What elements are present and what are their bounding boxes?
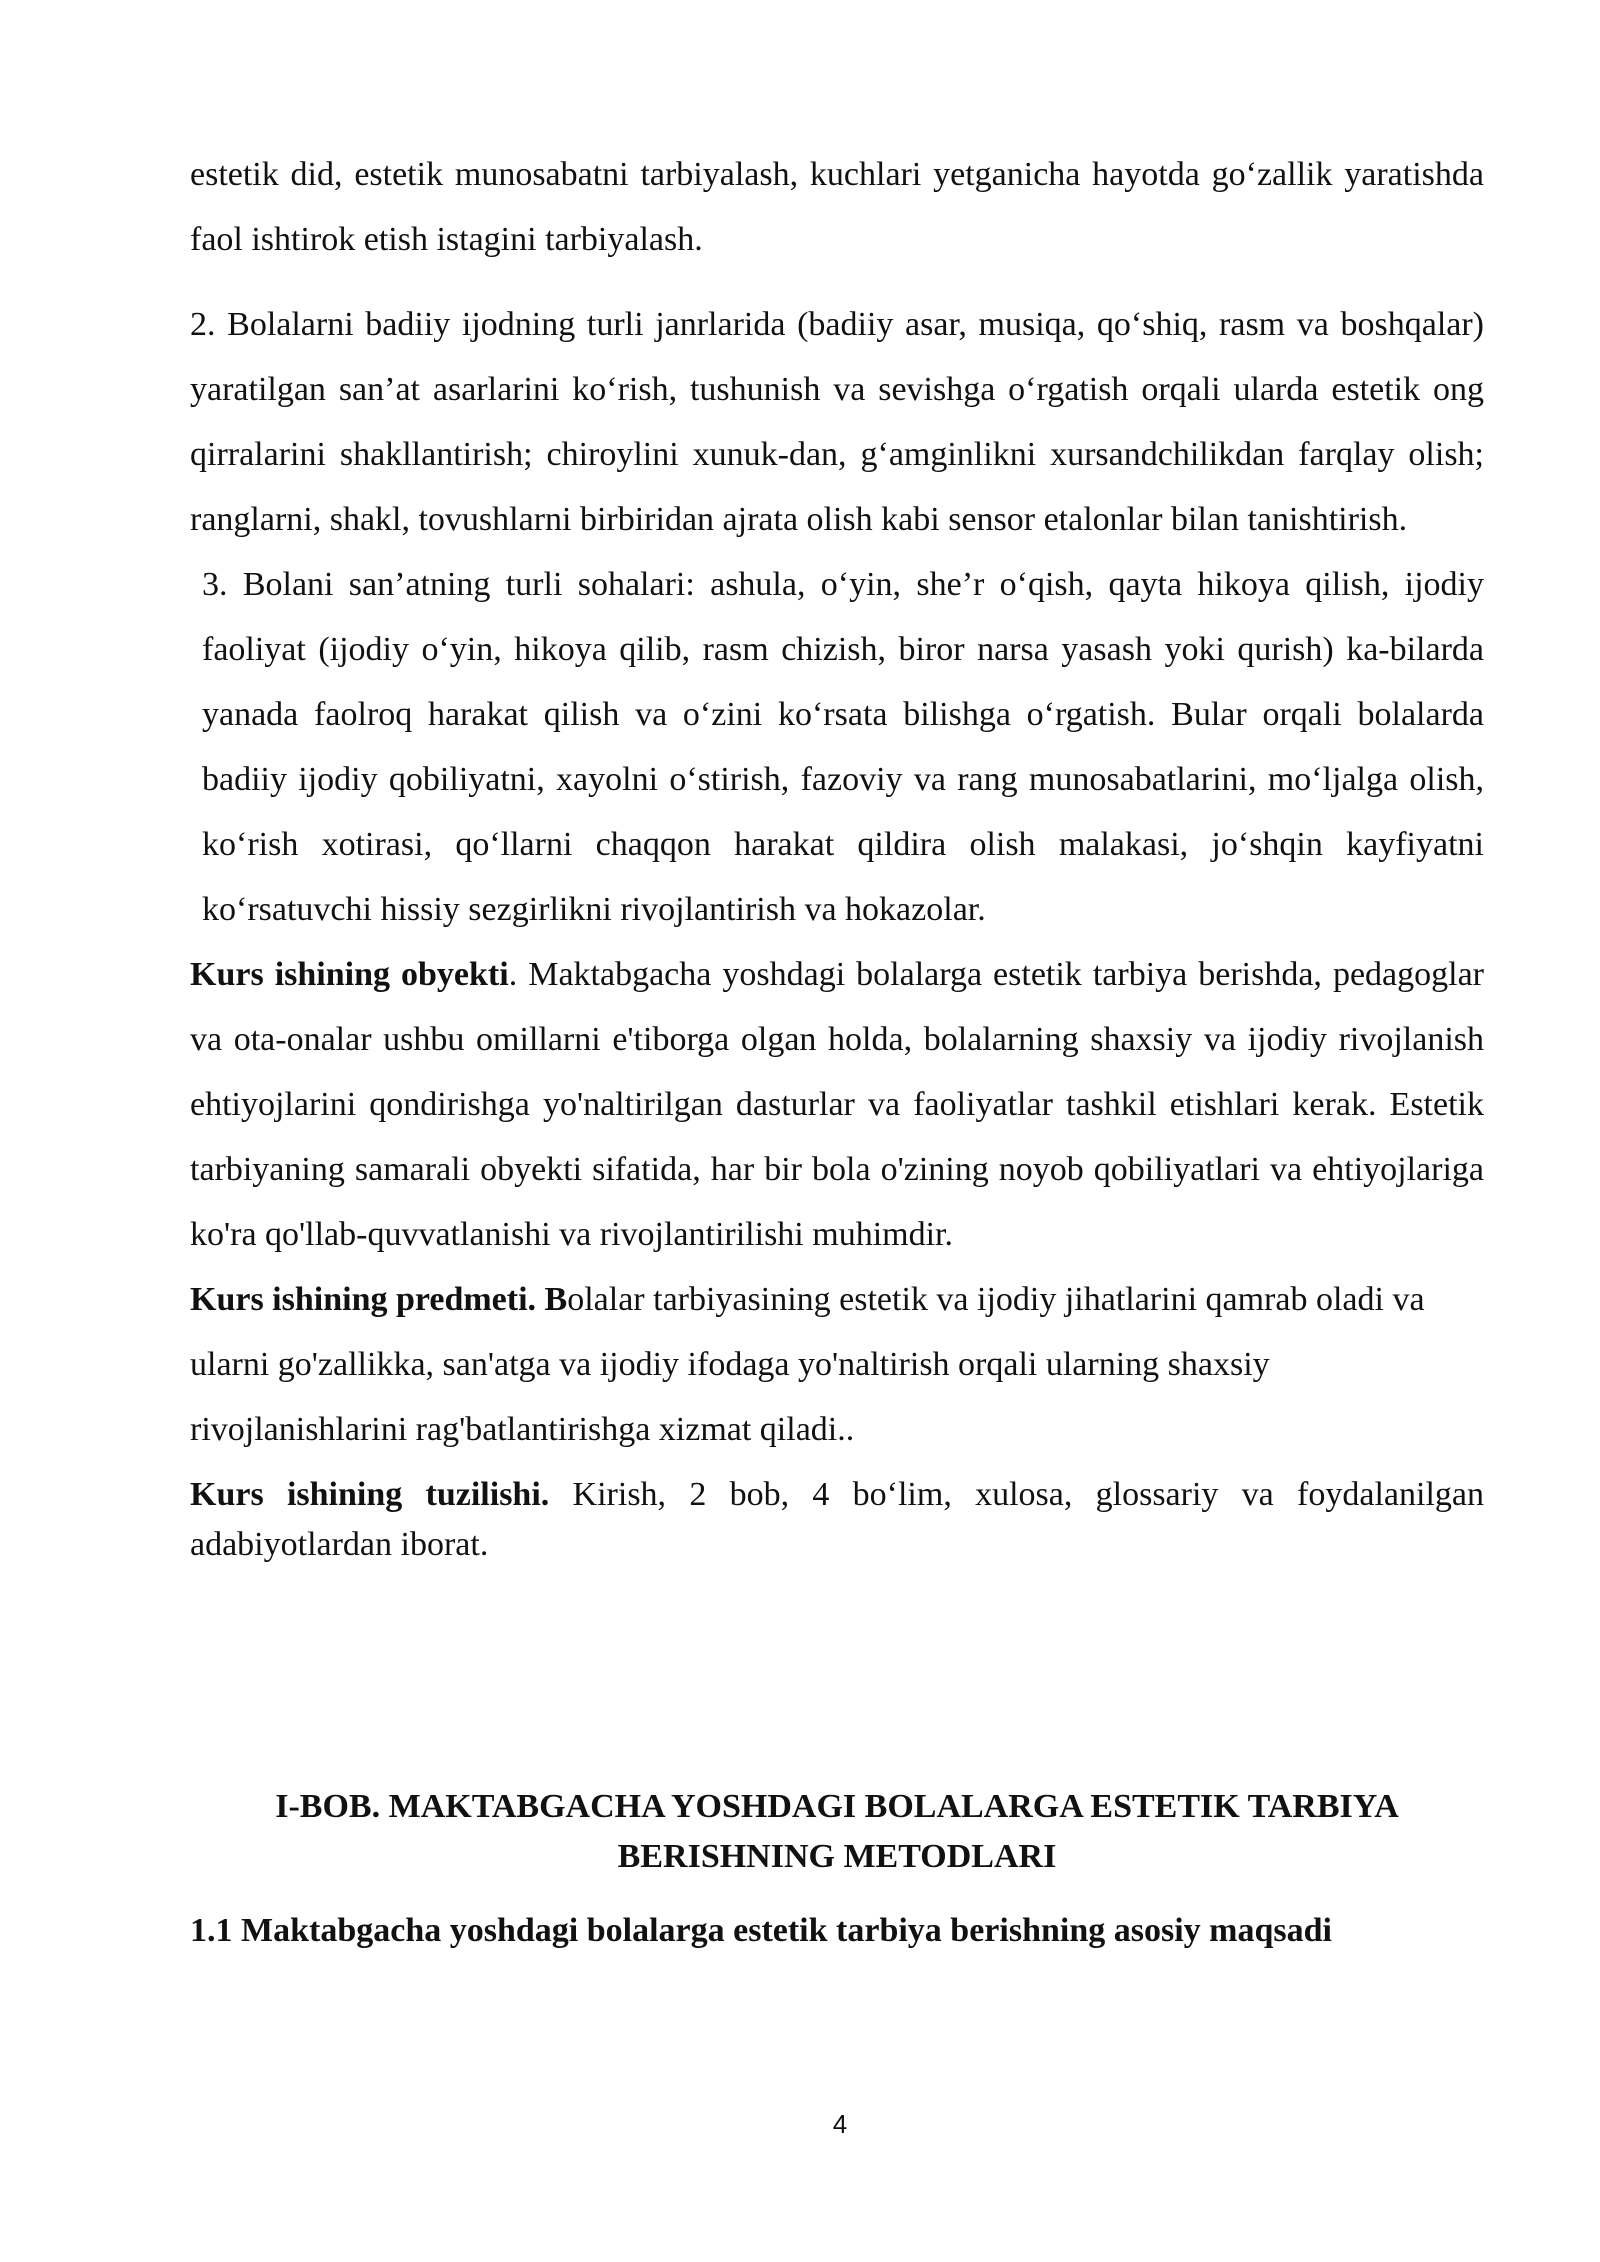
subject-text: olalar tarbiyasining estetik va ijodiy jihatlarini qamrab oladi va ularni go'zallikka, san'atga va ijodiy ifodaga yo'naltirish orqali ularning shaxsiy rivojlanishlarini rag'batlantirishga xizmat qiladi..: [190, 1281, 1425, 1448]
section-heading: 1.1 Maktabgacha yoshdagi bolalarga estetik tarbiya berishning asosiy maqsadi: [190, 1912, 1332, 1949]
chapter-heading: [190, 1782, 1484, 1882]
body-text: [190, 142, 1484, 1570]
paragraph-structure: [190, 1470, 1484, 1570]
paragraph-object: [190, 942, 1484, 1267]
paragraph-intro: estetik did, estetik munosabatni tarbiyalash, kuchlari yetganicha hayotda go‘zallik yaratishda faol ishtirok etish istagini tarbiyalash.: [190, 156, 1484, 258]
paragraph-point-2: 2. Bolalarni badiiy ijodning turli janrlarida (badiiy asar, musiqa, qo‘shiq, rasm va boshqalar) yaratilgan san’at asarlarini ko‘rish, tushunish va sevishga o‘rgatish orqali ularda estetik ong qirralarini shakllantirish; chiroylini xunuk-dan, g‘amginlikni xursandchilikdan farqlay olish; ranglarni, shakl, tovushlarni birbiridan ajrata olish kabi sensor etalonlar bilan tanishtirish.: [190, 306, 1484, 538]
page-number: 4: [832, 2109, 848, 2139]
chapter-heading-line-1: I-BOB. MAKTABGACHA YOSHDAGI BOLALARGA ESTETIK TARBIYA: [275, 1788, 1399, 1825]
chapter-heading-line-2: BERISHNING METODLARI: [617, 1838, 1057, 1875]
subject-label: Kurs ishining predmeti. B: [190, 1281, 568, 1318]
structure-text: Kirish, 2 bob, 4 bo‘lim, xulosa, glossariy va foydalanilgan adabiyotlardan iborat.: [190, 1476, 1484, 1563]
object-text: . Maktabgacha yoshdagi bolalarga estetik tarbiya berishda, pedagoglar va ota-onalar ushbu omillarni e'tiborga olgan holda, bolalarning shaxsiy va ijodiy rivojlanish ehtiyojlarini qondirishga yo'naltirilgan dasturlar va faoliyatlar tashkil etishlari kerak. Estetik tarbiyaning samarali obyekti sifatida, har bir bola o'zining noyob qobiliyatlari va ehtiyojlariga ko'ra qo'llab-quvvatlanishi va rivojlantirilishi muhimdir.: [190, 956, 1484, 1253]
paragraph-point-3: 3. Bolani san’atning turli sohalari: ashula, o‘yin, she’r o‘qish, qayta hikoya qilish, ijodiy faoliyat (ijodiy o‘yin, hikoya qilib, rasm chizish, biror narsa yasash yoki qurish) ka-bilarda yanada faolroq harakat qilish va o‘zini ko‘rsata bilishga o‘rgatish. Bular orqali bolalarda badiiy ijodiy qobiliyatni, xayolni o‘stirish, fazoviy va rang munosabatlarini, mo‘ljalga olish, ko‘rish xotirasi, qo‘llarni chaqqon harakat qildira olish malakasi, jo‘shqin kayfiyatni ko‘rsatuvchi hissiy sezgirlikni rivojlantirish va hokazolar.: [202, 566, 1484, 928]
paragraph-subject: [190, 1267, 1484, 1462]
object-label: Kurs ishining obyekti: [190, 956, 509, 993]
structure-label: Kurs ishining tuzilishi.: [190, 1476, 550, 1513]
